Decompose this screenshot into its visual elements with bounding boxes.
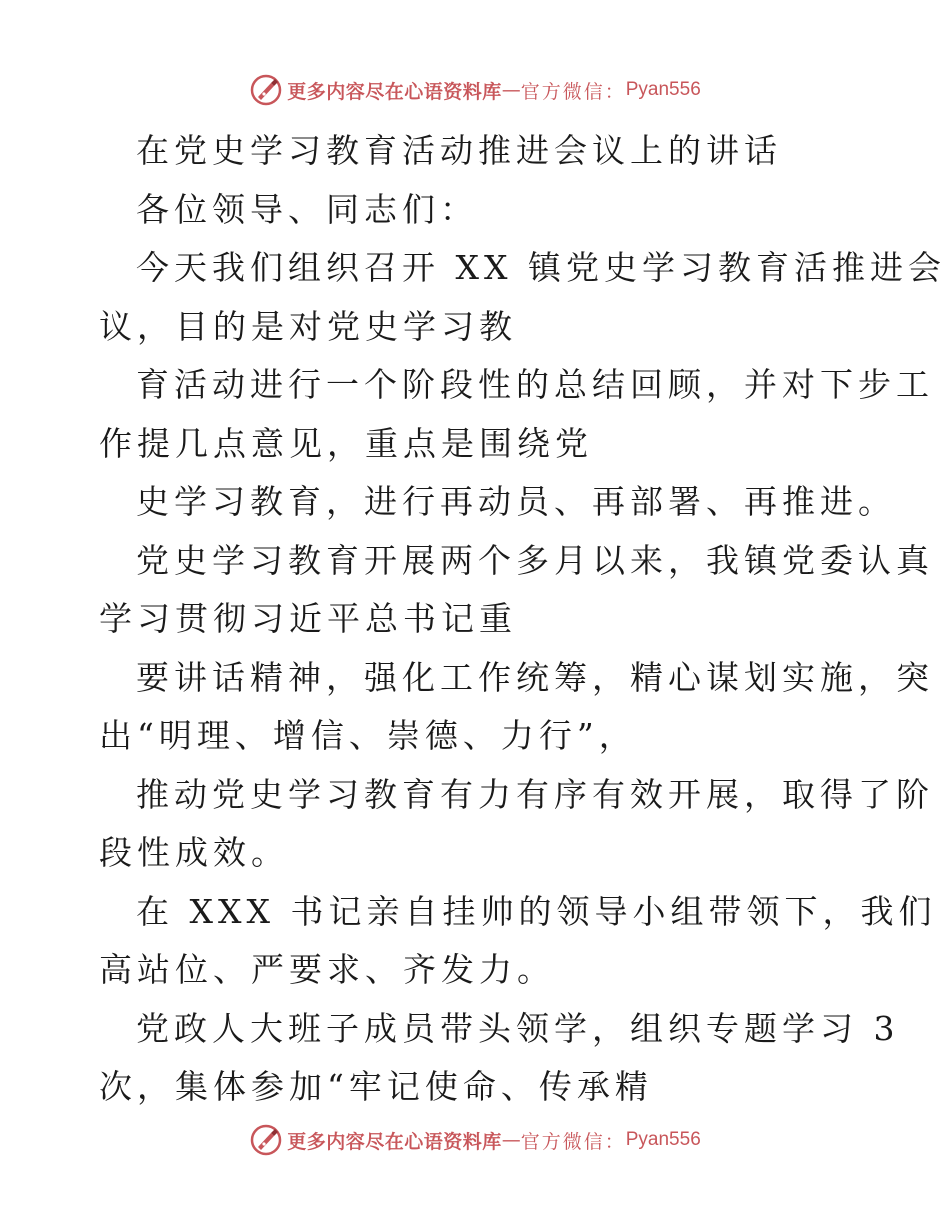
banner-separator: — [501, 1129, 521, 1151]
banner-wechat-id: Pyan556 [625, 1129, 701, 1150]
banner-separator: — [501, 79, 521, 101]
document-line: 党史学习教育开展两个多月以来，我镇党委认真 [136, 540, 934, 580]
document-body [99, 122, 946, 1117]
header-banner [0, 70, 950, 110]
banner-wechat-id: Pyan556 [625, 79, 701, 100]
banner-main-text: 更多内容尽在心语资料库 [287, 80, 502, 103]
footer-banner [0, 1120, 950, 1160]
document-line: 在党史学习教育活动推进会议上的讲话 [136, 131, 782, 170]
banner-wechat-label: 官方微信： [520, 1130, 626, 1153]
document-line: 出“明理、增信、崇德、力行”， [99, 716, 637, 755]
document-line: 作提几点意见，重点是围绕党 [99, 423, 593, 463]
document-line: 次，集体参加“牢记使命、传承精 [99, 1067, 653, 1106]
document-line: 段性成效。 [99, 833, 289, 872]
document-line: 推动党史学习教育有力有序有效开展，取得了阶 [136, 774, 934, 814]
document-line: 育活动进行一个阶段性的总结回顾，并对下步工 [136, 365, 934, 404]
document-line: 要讲话精神，强化工作统筹，精心谋划实施，突 [136, 657, 934, 697]
pen-nib-logo-icon [249, 73, 283, 107]
document-line: 学习贯彻习近平总书记重 [99, 599, 517, 638]
document-line: 高站位、严要求、齐发力。 [99, 950, 555, 989]
document-line: 今天我们组织召开 XX 镇党史学习教育活推进会 [136, 248, 946, 287]
banner-main-text: 更多内容尽在心语资料库 [287, 1130, 502, 1153]
document-line: 议，目的是对党史学习教 [99, 306, 517, 346]
banner-wechat-label: 官方微信： [520, 80, 626, 103]
document-line: 党政人大班子成员带头领学，组织专题学习 3 [136, 1008, 900, 1048]
document-line: 在 XXX 书记亲自挂帅的领导小组带领下，我们 [136, 891, 937, 931]
document-line: 各位领导、同志们： [136, 189, 478, 229]
document-line: 史学习教育，进行再动员、再部署、再推进。 [136, 482, 896, 521]
pen-nib-logo-icon [249, 1123, 283, 1157]
